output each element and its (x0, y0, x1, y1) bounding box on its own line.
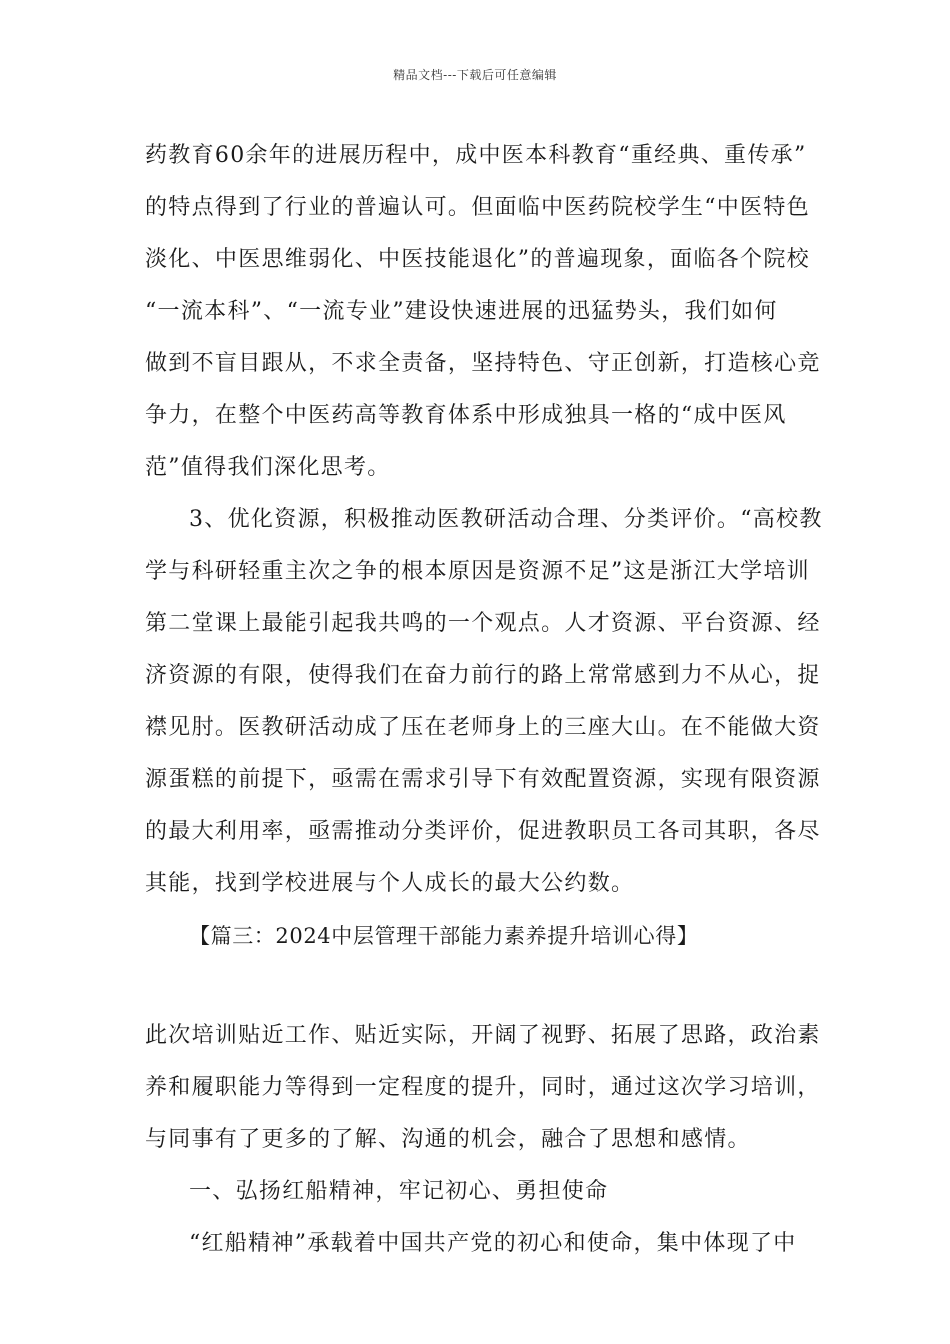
text-line: 济资源的有限，使得我们在奋力前行的路上常常感到力不从心，捉 (145, 663, 821, 688)
paragraph-2 (145, 494, 823, 910)
text-line: 与同事有了更多的了解、沟通的机会，融合了思想和感情。 (145, 1127, 751, 1152)
text-line: 其能，找到学校进展与个人成长的最大公约数。 (145, 871, 635, 896)
text-line: 此次培训贴近工作、贴近实际，开阔了视野、拓展了思路，政治素 (145, 1023, 821, 1048)
text-line: 学与科研轻重主次之争的根本原因是资源不足”这是浙江大学培训 (145, 559, 810, 584)
text-line: 养和履职能力等得到一定程度的提升，同时，通过这次学习培训， (145, 1075, 821, 1100)
text-line: “红船精神”承载着中国共产党的初心和使命，集中体现了中 (189, 1231, 797, 1256)
section-gap (145, 962, 815, 1010)
text-line: 药教育60余年的进展历程中，成中医本科教育“重经典、重传承” (145, 143, 807, 168)
paragraph-3 (145, 1010, 821, 1166)
text-line: 第二堂课上最能引起我共鸣的一个观点。人才资源、平台资源、经 (145, 611, 821, 636)
text-line: 争力，在整个中医药高等教育体系中形成独具一格的“成中医风 (145, 403, 787, 428)
text-line: 3、优化资源，积极推动医教研活动合理、分类评价。“高校教 (189, 507, 823, 532)
text-line: 范”值得我们深化思考。 (145, 455, 391, 480)
subheading: 一、弘扬红船精神，牢记初心、勇担使命 (189, 1179, 609, 1204)
paragraph-4 (145, 1218, 815, 1270)
paragraph-1 (145, 130, 821, 494)
text-line: 源蛋糕的前提下，亟需在需求引导下有效配置资源，实现有限资源 (145, 767, 821, 792)
text-line: 淡化、中医思维弱化、中医技能退化”的普遍现象，面临各个院校 (145, 247, 810, 272)
document-body (145, 130, 823, 1270)
section-heading: 【篇三：2024中层管理干部能力素养提升培训心得】 (189, 924, 699, 948)
page-header: 精品文档---下载后可任意编辑 (393, 68, 557, 82)
text-line: 做到不盲目跟从，不求全责备，坚持特色、守正创新，打造核心竞 (145, 351, 821, 376)
text-line: 襟见肘。医教研活动成了压在老师身上的三座大山。在不能做大资 (145, 715, 821, 740)
text-line: “一流本科”、“一流专业”建设快速进展的迅猛势头，我们如何 (145, 299, 778, 324)
text-line: 的特点得到了行业的普遍认可。但面临中医药院校学生“中医特色 (145, 195, 810, 220)
text-line: 的最大利用率，亟需推动分类评价，促进教职员工各司其职，各尽 (145, 819, 821, 844)
